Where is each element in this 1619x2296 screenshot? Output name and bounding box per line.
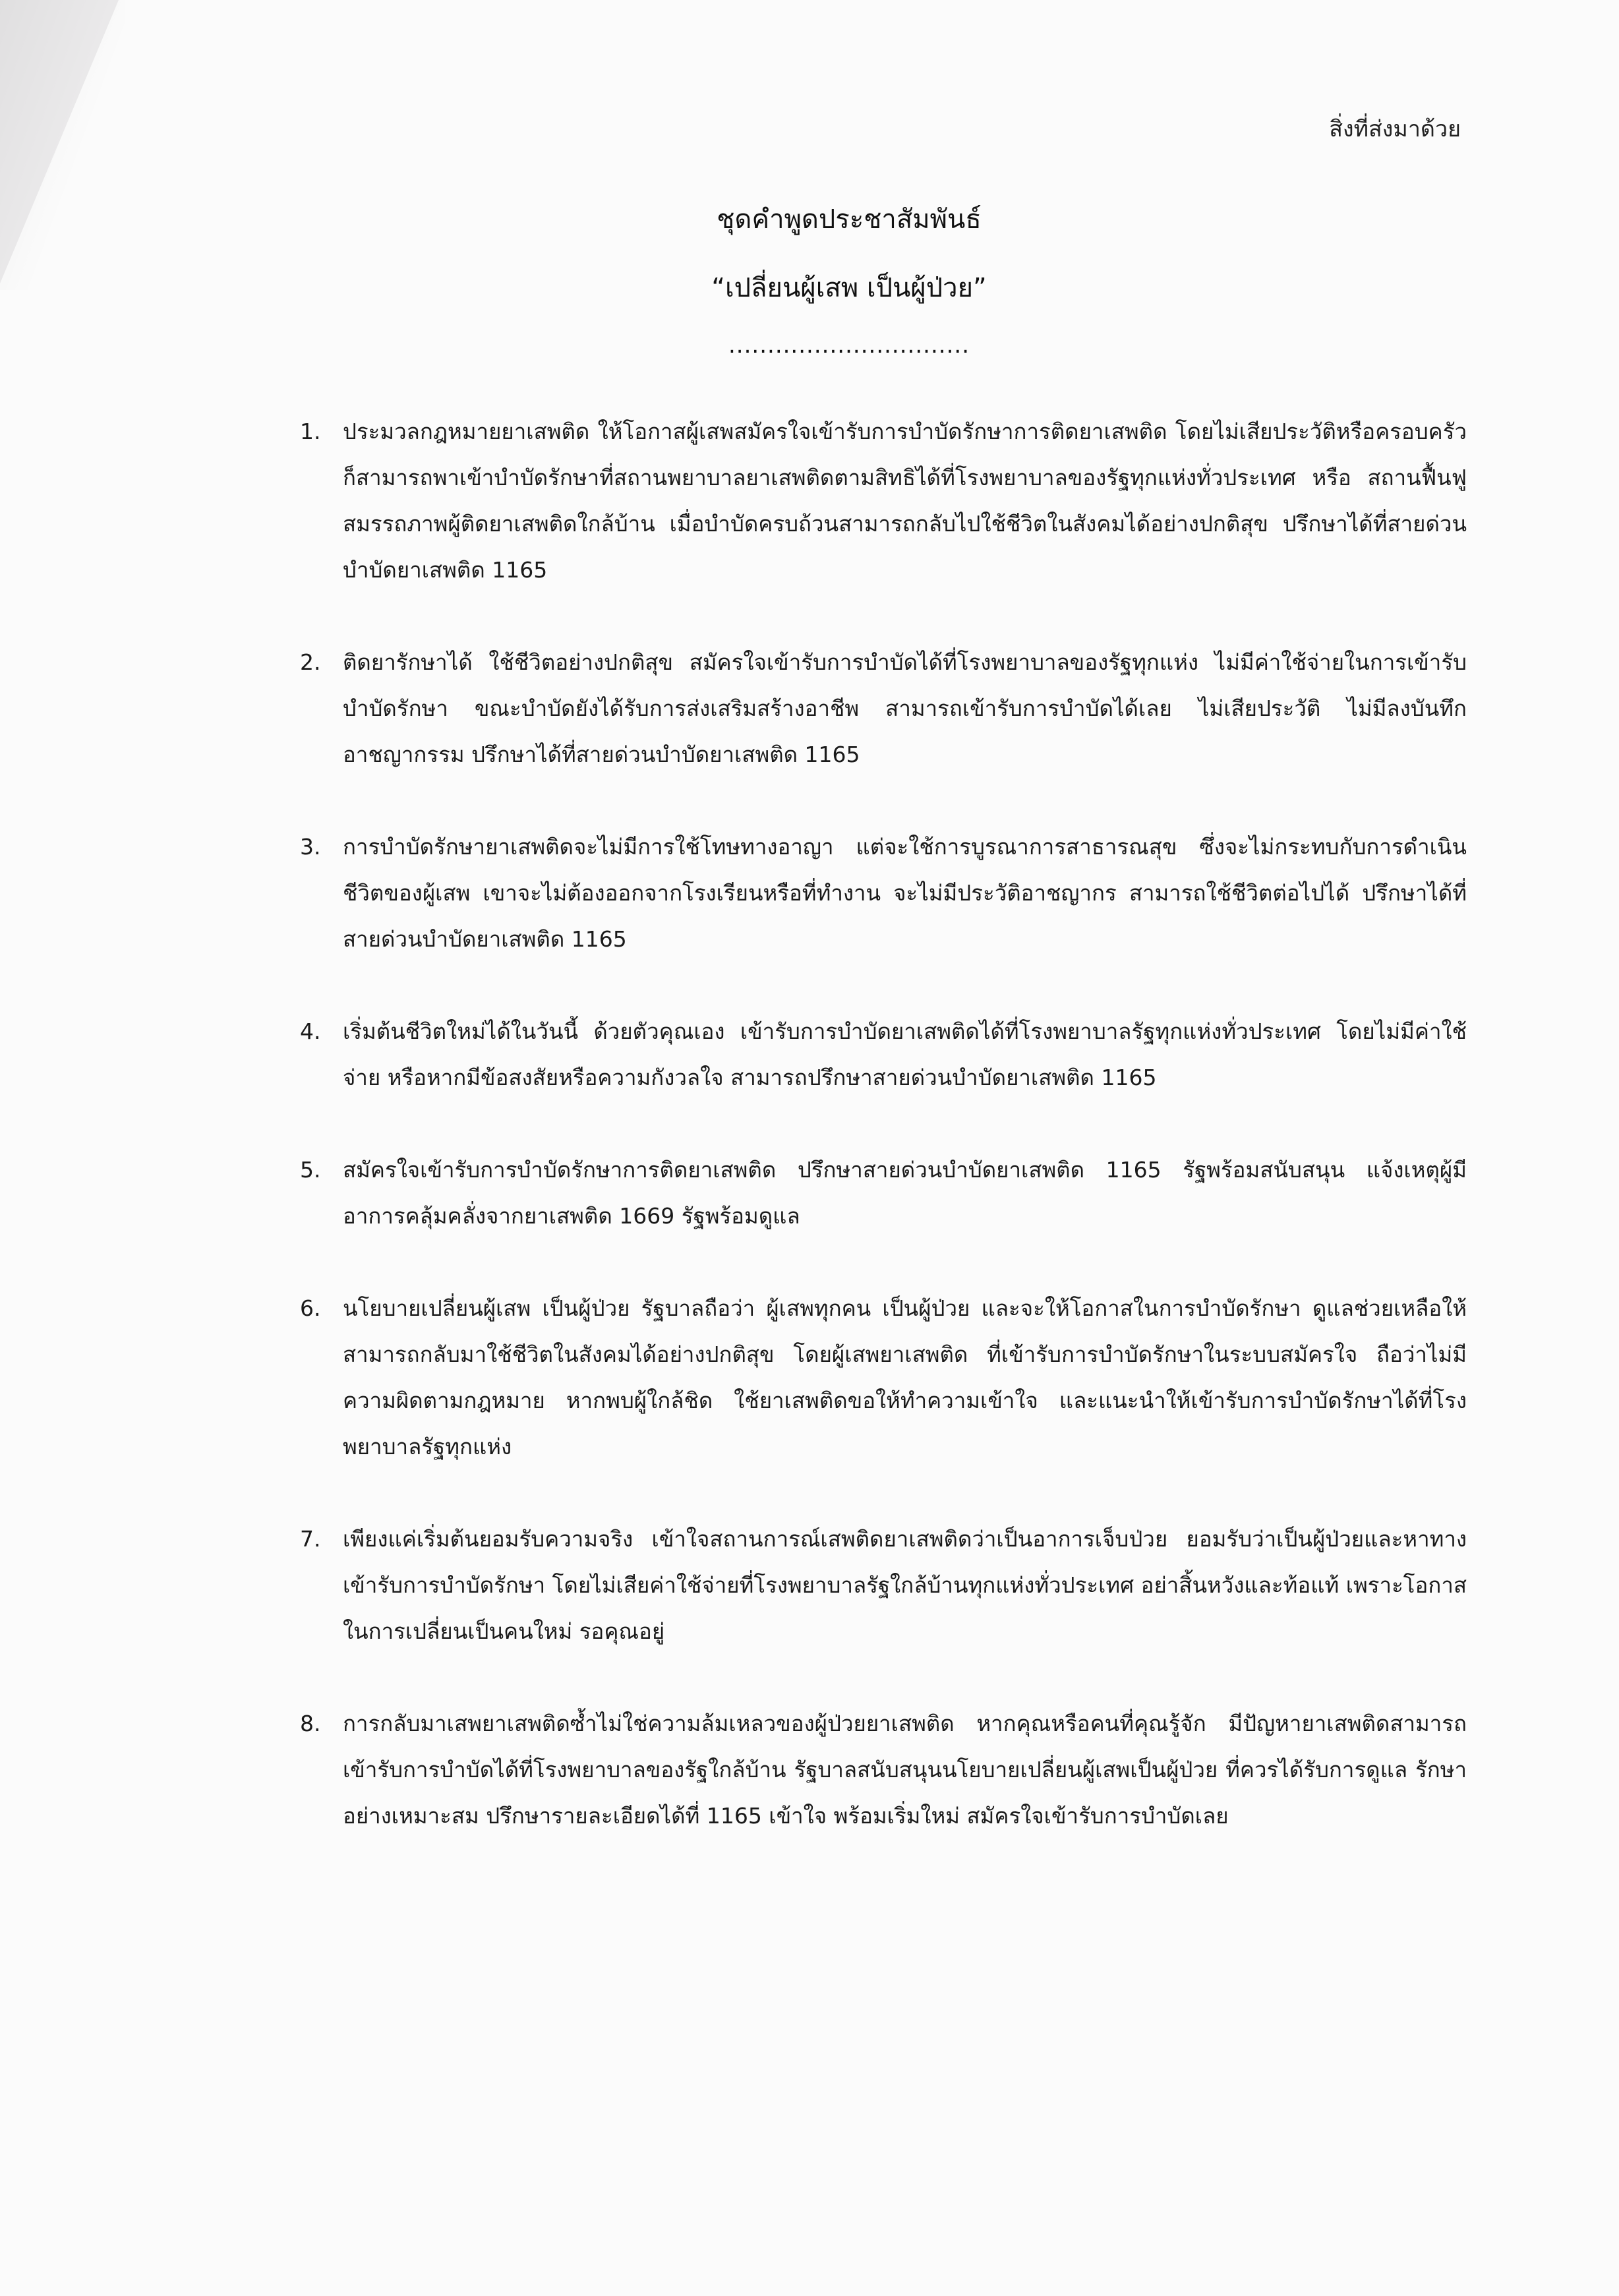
- item-number: 3.: [300, 834, 321, 860]
- item-text: ประมวลกฎหมายยาเสพติด ให้โอกาสผู้เสพสมัครใจเข้ารับการบำบัดรักษาการติดยาเสพติด โดยไม่เสียประวัติหรือครอบครัวก็สามารถพาเข้าบำบัดรักษาที่สถานพยาบาลยาเสพติดตามสิทธิได้ที่โรงพยาบาลของรัฐทุกแห่งทั่วประเทศ หรือ สถานฟื้นฟู สมรรถภาพผู้ติดยาเสพติดใกล้บ้าน เมื่อบำบัดครบถ้วนสามารถกลับไปใช้ชีวิตในสังคมได้อย่างปกติสุข ปรึกษาได้ที่สายด่วนบำบัดยาเสพติด 1165: [343, 419, 1467, 583]
- item-text: เริ่มต้นชีวิตใหม่ได้ในวันนี้ ด้วยตัวคุณเอง เข้ารับการบำบัดยาเสพติดได้ที่โรงพยาบาลรัฐทุกแห่งทั่วประเทศ โดยไม่มีค่าใช้จ่าย หรือหากมีข้อสงสัยหรือความกังวลใจ สามารถปรึกษาสายด่วนบำบัดยาเสพติด 1165: [343, 1018, 1467, 1090]
- item-number: 7.: [300, 1526, 321, 1552]
- item-text: ติดยารักษาได้ ใช้ชีวิตอย่างปกติสุข สมัครใจเข้ารับการบำบัดได้ที่โรงพยาบาลของรัฐทุกแห่ง ไม่มีค่าใช้จ่ายในการเข้ารับบำบัดรักษา ขณะบำบัดยังได้รับการส่งเสริมสร้างอาชีพ สามารถเข้ารับการบำบัดได้เลย ไม่เสียประวัติ ไม่มีลงบันทึกอาชญากรรม ปรึกษาได้ที่สายด่วนบำบัดยาเสพติด 1165: [343, 649, 1467, 767]
- item-number: 8.: [300, 1711, 321, 1736]
- item-text: สมัครใจเข้ารับการบำบัดรักษาการติดยาเสพติด ปรึกษาสายด่วนบำบัดยาเสพติด 1165 รัฐพร้อมสนับสนุน แจ้งเหตุผู้มีอาการคลุ้มคลั่งจากยาเสพติด 1669 รัฐพร้อมดูแล: [343, 1157, 1467, 1229]
- document-subtitle: “เปลี่ยนผู้เสพ เป็นผู้ป่วย”: [711, 273, 987, 303]
- list-item: [300, 1701, 1467, 1839]
- attachment-label: สิ่งที่ส่งมาด้วย: [1329, 116, 1461, 142]
- title-block: [0, 198, 1619, 359]
- item-text: การบำบัดรักษายาเสพติดจะไม่มีการใช้โทษทางอาญา แต่จะใช้การบูรณาการสาธารณสุข ซึ่งจะไม่กระทบกับการดำเนินชีวิตของผู้เสพ เขาจะไม่ต้องออกจากโรงเรียนหรือที่ทำงาน จะไม่มีประวัติอาชญากร สามารถใช้ชีวิตต่อไปได้ ปรึกษาได้ที่สายด่วนบำบัดยาเสพติด 1165: [343, 834, 1467, 952]
- document-title: ชุดคำพูดประชาสัมพันธ์: [717, 204, 982, 235]
- list-item: [300, 639, 1467, 778]
- list-item: [300, 824, 1467, 962]
- list-item: [300, 1147, 1467, 1239]
- list-item: [300, 409, 1467, 593]
- title-divider: ...............................: [728, 332, 970, 359]
- item-text: นโยบายเปลี่ยนผู้เสพ เป็นผู้ป่วย รัฐบาลถือว่า ผู้เสพทุกคน เป็นผู้ป่วย และจะให้โอกาสในการบำบัดรักษา ดูแลช่วยเหลือให้สามารถกลับมาใช้ชีวิตในสังคมได้อย่างปกติสุข โดยผู้เสพยาเสพติด ที่เข้ารับการบำบัดรักษาในระบบสมัครใจ ถือว่าไม่มีความผิดตามกฎหมาย หากพบผู้ใกล้ชิด ใช้ยาเสพติดขอให้ทำความเข้าใจ และแนะนำให้เข้ารับการบำบัดรักษาได้ที่โรงพยาบาลรัฐทุกแห่ง: [343, 1295, 1467, 1459]
- item-number: 4.: [300, 1018, 321, 1044]
- item-text: เพียงแค่เริ่มต้นยอมรับความจริง เข้าใจสถานการณ์เสพติดยาเสพติดว่าเป็นอาการเจ็บป่วย ยอมรับว่าเป็นผู้ป่วยและหาทางเข้ารับการบำบัดรักษา โดยไม่เสียค่าใช้จ่ายที่โรงพยาบาลรัฐใกล้บ้านทุกแห่งทั่วประเทศ อย่าสิ้นหวังและท้อแท้ เพราะโอกาสในการเปลี่ยนเป็นคนใหม่ รอคุณอยู่: [343, 1526, 1467, 1644]
- item-text: การกลับมาเสพยาเสพติดซ้ำไม่ใช่ความล้มเหลวของผู้ป่วยยาเสพติด หากคุณหรือคนที่คุณรู้จัก มีปัญหายาเสพติดสามารถเข้ารับการบำบัดได้ที่โรงพยาบาลของรัฐใกล้บ้าน รัฐบาลสนับสนุนนโยบายเปลี่ยนผู้เสพเป็นผู้ป่วย ที่ควรได้รับการดูแล รักษาอย่างเหมาะสม ปรึกษารายละเอียดได้ที่ 1165 เข้าใจ พร้อมเริ่มใหม่ สมัครใจเข้ารับการบำบัดเลย: [343, 1711, 1467, 1829]
- list-item: [300, 1009, 1467, 1101]
- talking-points-list: [300, 409, 1467, 1885]
- item-number: 6.: [300, 1295, 321, 1321]
- item-number: 2.: [300, 649, 321, 675]
- list-item: [300, 1285, 1467, 1470]
- item-number: 1.: [300, 419, 321, 444]
- list-item: [300, 1516, 1467, 1655]
- item-number: 5.: [300, 1157, 321, 1183]
